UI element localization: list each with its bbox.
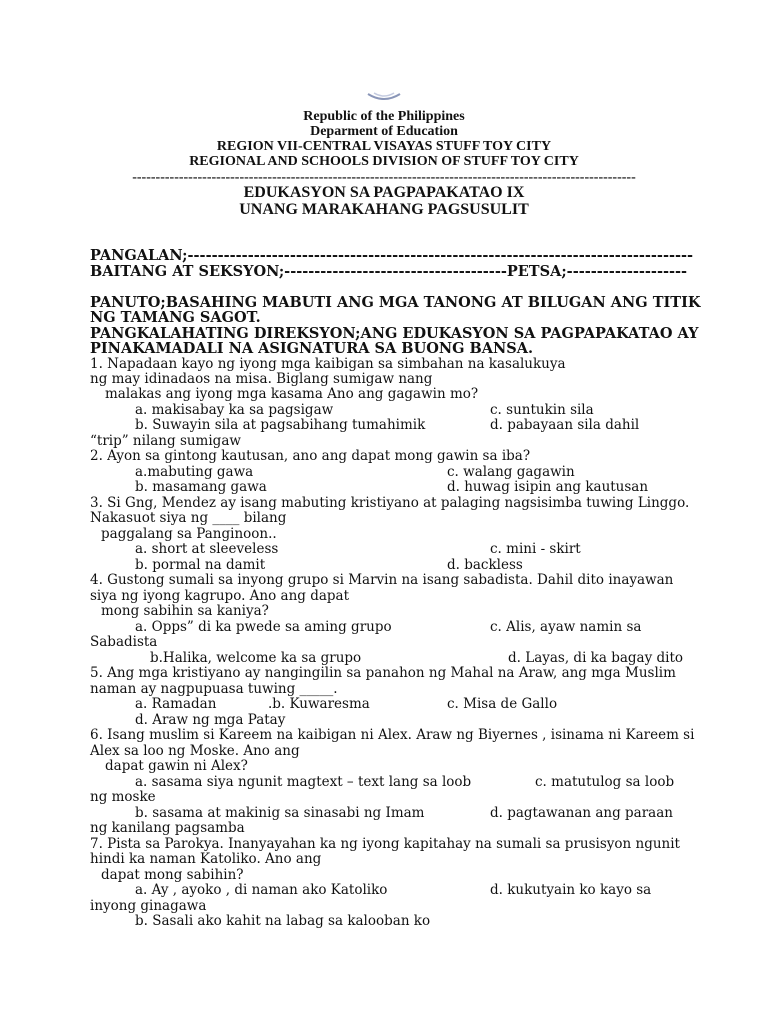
question-6-text: Alex sa loo ng Moske. Ano ang xyxy=(90,743,300,759)
question-6-choice-a: a. sasama siya ngunit magtext – text lang sa loob xyxy=(135,774,472,790)
name-field-line: PANGALAN;------------------------------------------------------------------------------------ xyxy=(90,247,694,264)
question-7-text: hindi ka naman Katoliko. Ano ang xyxy=(90,851,322,867)
question-3-choice-d: d. backless xyxy=(447,557,523,573)
question-4-choice-a: a. Opps” di ka pwede sa aming grupo xyxy=(135,619,392,635)
question-2-choice-c: c. walang gagawin xyxy=(447,464,575,480)
question-6-choice-a: ng moske xyxy=(90,789,156,805)
question-7-text: 7. Pista sa Parokya. Inanyayahan ka ng iyong kapitahay na sumali sa prusisyon ngunit xyxy=(90,836,680,852)
directions-line-2: NG TAMANG SAGOT. xyxy=(90,309,261,326)
question-4-text: mong sabihin sa kaniya? xyxy=(101,603,269,619)
question-3-text: paggalang sa Panginoon.. xyxy=(101,526,277,542)
question-1-choice-c: c. suntukin sila xyxy=(490,402,594,418)
question-2-choice-b: b. masamang gawa xyxy=(135,479,267,495)
question-5-choice-c: c. Misa de Gallo xyxy=(447,696,558,712)
question-2-choice-a: a.mabuting gawa xyxy=(135,464,254,480)
grade-section-date-line: BAITANG AT SEKSYON;-------------------------------------PETSA;-------------------- xyxy=(90,263,688,280)
region-heading: REGION VII-CENTRAL VISAYAS STUFF TOY CITY xyxy=(216,139,552,154)
directions-line-1: PANUTO;BASAHING MABUTI ANG MGA TANONG AT BILUGAN ANG TITIK xyxy=(90,294,701,311)
question-5-choice-a: a. Ramadan xyxy=(135,696,217,712)
question-2-choice-d: d. huwag isipin ang kautusan xyxy=(447,479,649,495)
question-4-choice-c: c. Alis, ayaw namin sa xyxy=(490,619,642,635)
question-7-choice-d: d. kukutyain ko kayo sa xyxy=(490,882,652,898)
question-1-text: malakas ang iyong mga kasama Ano ang gagawin mo? xyxy=(105,386,479,402)
question-4-text: 4. Gustong sumali sa inyong grupo si Marvin na isang sabadista. Dahil dito inayawan xyxy=(90,572,674,588)
question-4-choice-d: d. Layas, di ka bagay dito xyxy=(508,650,684,666)
question-4-choice-b: b.Halika, welcome ka sa grupo xyxy=(150,650,362,666)
subject-title: EDUKASYON SA PAGPAPAKATAO IX xyxy=(243,184,525,201)
question-2-text: 2. Ayon sa gintong kautusan, ano ang dapat mong gawin sa iba? xyxy=(90,448,531,464)
question-3-text: Nakasuot siya ng ____ bilang xyxy=(90,510,287,526)
question-3-choice-a: a. short at sleeveless xyxy=(135,541,279,557)
division-heading: REGIONAL AND SCHOOLS DIVISION OF STUFF TOY CITY xyxy=(189,154,579,169)
question-1-choice-d: d. pabayaan sila dahil xyxy=(490,417,640,433)
question-3-text: 3. Si Gng, Mendez ay isang mabuting kristiyano at palaging nagsisimba tuwing Linggo. xyxy=(90,495,690,511)
republic-heading: Republic of the Philippines xyxy=(303,109,465,124)
question-6-text: 6. Isang muslim si Kareem na kaibigan ni Alex. Araw ng Biyernes , isinama ni Kareem si xyxy=(90,727,695,743)
question-6-text: dapat gawin ni Alex? xyxy=(105,758,248,774)
question-7-choice-b: b. Sasali ako kahit na labag sa kalooban ko xyxy=(135,913,431,929)
directions-line-3: PANGKALAHATING DIREKSYON;ANG EDUKASYON SA PAGPAPAKATAO AY xyxy=(90,325,699,342)
question-4-text: siya ng iyong kagrupo. Ano ang dapat xyxy=(90,588,350,604)
question-5-text: naman ay nagpupuasa tuwing _____. xyxy=(90,681,338,697)
question-6-choice-d: d. pagtawanan ang paraan xyxy=(490,805,673,821)
question-5-choice-b: .b. Kuwaresma xyxy=(268,696,370,712)
question-7-choice-d: inyong ginagawa xyxy=(90,898,207,914)
question-3-choice-b: b. pormal na damit xyxy=(135,557,266,573)
question-5-text: 5. Ang mga kristiyano ay nangingilin sa panahon ng Mahal na Araw, ang mga Muslim xyxy=(90,665,676,681)
question-5-choice-d: d. Araw ng mga Patay xyxy=(135,712,286,728)
question-1-choice-b: b. Suwayin sila at pagsabihang tumahimik xyxy=(135,417,426,433)
department-heading: Deparment of Education xyxy=(310,124,458,139)
deped-seal-logo xyxy=(366,90,402,102)
question-1-text: ng may idinadaos na misa. Biglang sumigaw nang xyxy=(90,371,433,387)
question-1-choice-a: a. makisabay ka sa pagsigaw xyxy=(135,402,334,418)
question-4-choice-c: Sabadista xyxy=(90,634,158,650)
question-7-choice-a: a. Ay , ayoko , di naman ako Katoliko xyxy=(135,882,388,898)
question-6-choice-c: c. matutulog sa loob xyxy=(535,774,675,790)
directions-line-4: PINAKAMADALI NA ASIGNATURA SA BUONG BANSA. xyxy=(90,340,534,357)
header-separator: ------------------------------------------------------------------------------------------------------------ xyxy=(132,170,636,185)
question-3-choice-c: c. mini - skirt xyxy=(490,541,581,557)
question-6-choice-d: ng kanilang pagsamba xyxy=(90,820,245,836)
question-1-text: 1. Napadaan kayo ng iyong mga kaibigan sa simbahan na kasalukuya xyxy=(90,356,566,372)
question-6-choice-b: b. sasama at makinig sa sinasabi ng Imam xyxy=(135,805,425,821)
question-7-text: dapat mong sabihin? xyxy=(101,867,244,883)
exam-title: UNANG MARAKAHANG PAGSUSULIT xyxy=(239,201,529,218)
question-1-choice-d: “trip” nilang sumigaw xyxy=(90,433,241,449)
